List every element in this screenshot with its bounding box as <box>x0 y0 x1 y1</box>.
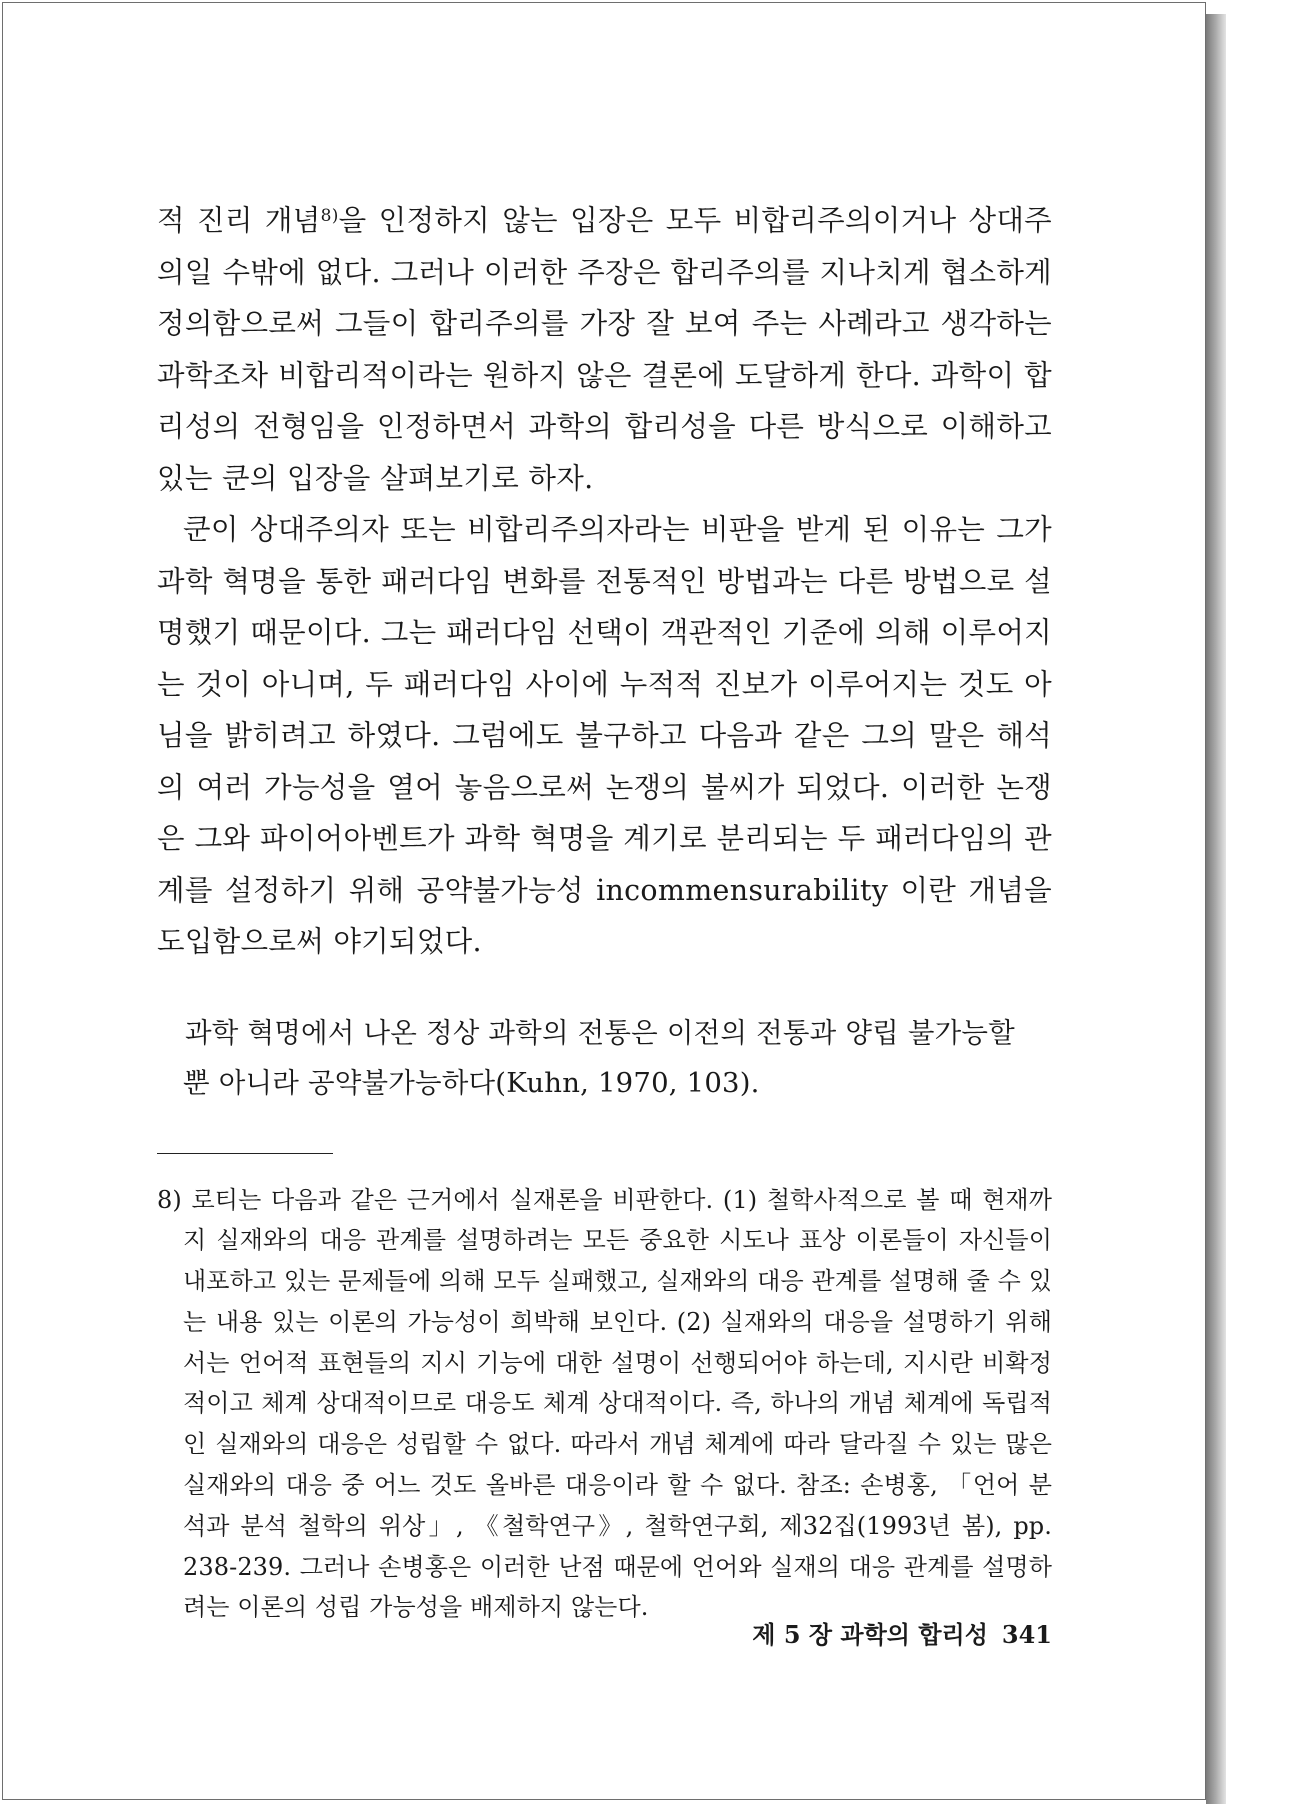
block-quote <box>157 1008 1052 1108</box>
quote-line-1: 과학 혁명에서 나온 정상 과학의 전통은 이전의 전통과 양립 불가능할 <box>185 1016 1015 1049</box>
page-content <box>157 195 1052 1652</box>
paragraph-1-text-start: 적 진리 개념 <box>157 204 321 237</box>
body-paragraph-2: 쿤이 상대주의자 또는 비합리주의자라는 비판을 받게 된 이유는 그가 과학 혁명을 통한 패러다임 변화를 전통적인 방법과는 다른 방법으로 설명했기 때문이다. 그는 패러다임 선택이 객관적인 기준에 의해 이루어지는 것이 아니며, 두 패러다임 사이에 누적적 진보가 이루어지는 것도 아님을 밝히려고 하였다. 그럼에도 불구하고 다음과 같은 그의 말은 해석의 여러 가능성을 열어 놓음으로써 논쟁의 불씨가 되었다. 이러한 논쟁은 그와 파이어아벤트가 과학 혁명을 계기로 분리되는 두 패러다임의 관계를 설정하기 위해 공약불가능성 incommensurability 이란 개념을 도입함으로써 야기되었다. <box>157 513 1052 958</box>
footnote-8: 8) 로티는 다음과 같은 근거에서 실재론을 비판한다. (1) 철학사적으로 볼 때 현재까지 실재와의 대응 관계를 설명하려는 모든 중요한 시도나 표상 이론들이 자신들이 내포하고 있는 문제들에 의해 모두 실패했고, 실재와의 대응 관계를 설명해 줄 수 있는 내용 있는 이론의 가능성이 희박해 보인다. (2) 실재와의 대응을 설명하기 위해서는 언어적 표현들의 지시 기능에 대한 설명이 선행되어야 하는데, 지시란 비확정적이고 체계 상대적이므로 대응도 체계 상대적이다. 즉, 하나의 개념 체계에 독립적인 실재와의 대응은 성립할 수 없다. 따라서 개념 체계에 따라 달라질 수 있는 많은 실재와의 대응 중 어느 것도 올바른 대응이라 할 수 없다. 참조: 손병홍, 「언어 분석과 분석 철학의 위상」, 《철학연구》, 철학연구회, 제32집(1993년 봄), pp. 238-239. 그러나 손병홍은 이러한 난점 때문에 언어와 실재의 대응 관계를 설명하려는 이론의 성립 가능성을 배제하지 않는다. <box>157 1185 1052 1622</box>
body-paragraph-1 <box>157 195 1052 504</box>
page-number: 341 <box>1001 1620 1052 1649</box>
footnote-reference-8[interactable]: 8) <box>320 206 339 226</box>
footnote-divider <box>157 1153 333 1154</box>
running-footer <box>752 1615 1052 1650</box>
quote-line-2: 뿐 아니라 공약불가능하다(Kuhn, 1970, 103). <box>183 1066 760 1099</box>
chapter-title: 제 5 장 과학의 합리성 <box>752 1620 988 1649</box>
page-edge-shadow <box>1206 14 1226 1804</box>
paragraph-1-text-rest: 을 인정하지 않는 입장은 모두 비합리주의이거나 상대주의일 수밖에 없다. 그러나 이러한 주장은 합리주의를 지나치게 협소하게 정의함으로써 그들이 합리주의를 가장 잘 보여 주는 사례라고 생각하는 과학조차 비합리적이라는 원하지 않은 결론에 도달하게 한다. 과학이 합리성의 전형임을 인정하면서 과학의 합리성을 다른 방식으로 이해하고 있는 쿤의 입장을 살펴보기로 하자. <box>157 204 1052 495</box>
